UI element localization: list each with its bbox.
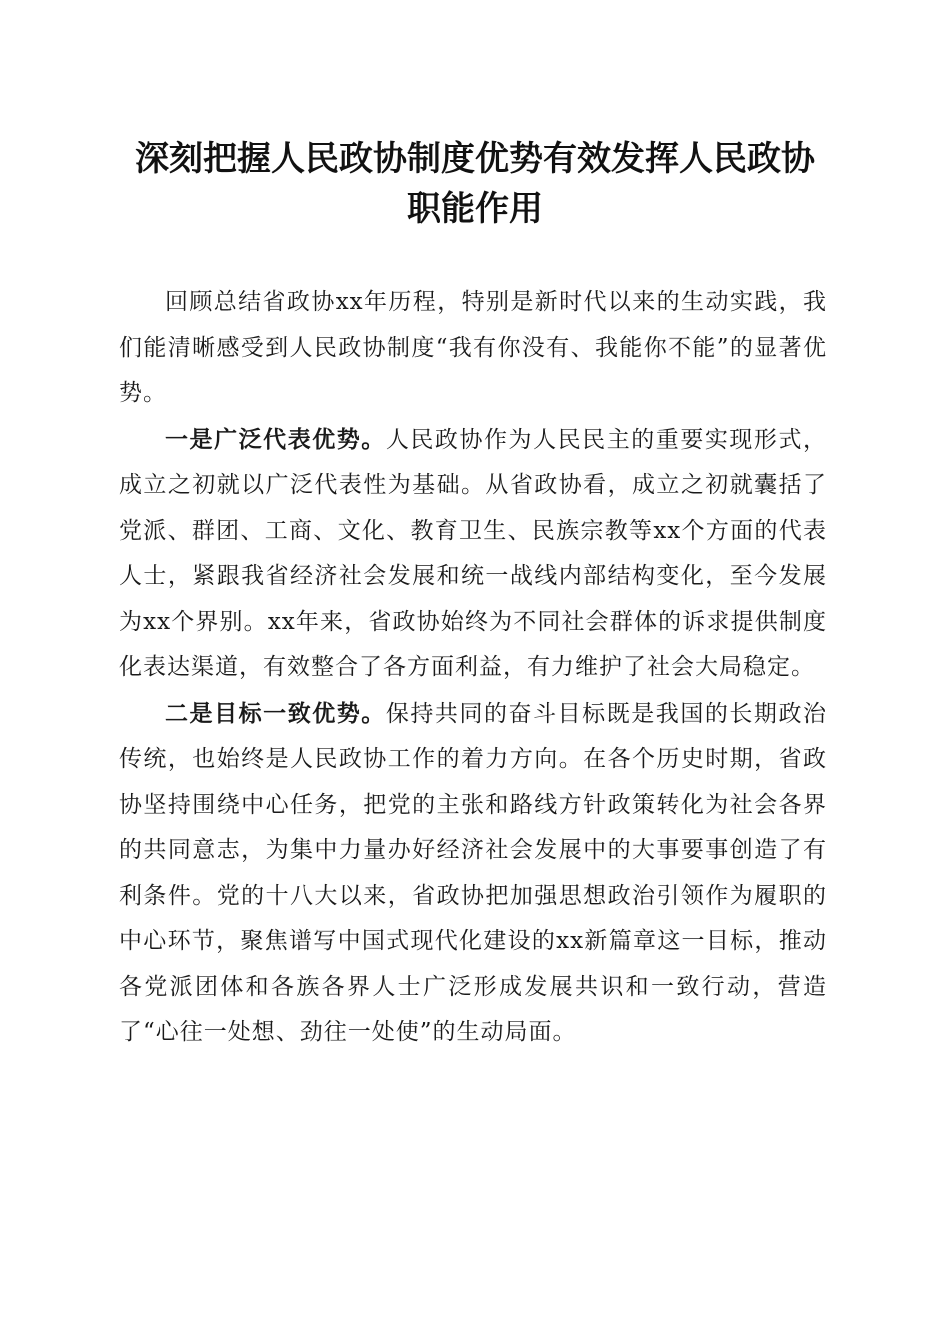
document-body <box>119 280 827 1056</box>
paragraph-text: 回顾总结省政协xx年历程，特别是新时代以来的生动实践，我们能清晰感受到人民政协制度“我有你没有、我能你不能”的显著优势。 <box>119 289 827 406</box>
paragraph-common-goal <box>119 691 827 1056</box>
title-line-1: 深刻把握人民政协制度优势有效发挥人民政协 <box>135 139 815 179</box>
paragraph-broad-representation <box>119 417 827 691</box>
paragraph-text: 保持共同的奋斗目标既是我国的长期政治传统，也始终是人民政协工作的着力方向。在各个历史时期，省政协坚持围绕中心任务，把党的主张和路线方针政策转化为社会各界的共同意志，为集中力量办好经济社会发展中的大事要事创造了有利条件。党的十八大以来，省政协把加强思想政治引领作为履职的中心环节，聚焦谱写中国式现代化建设的xx新篇章这一目标，推动各党派团体和各族各界人士广泛形成发展共识和一致行动，营造了“心往一处想、劲往一处使”的生动局面。 <box>119 700 828 1045</box>
paragraph-intro <box>119 280 827 417</box>
title-line-2: 职能作用 <box>407 189 543 229</box>
paragraph-text: 人民政协作为人民民主的重要实现形式，成立之初就以广泛代表性为基础。从省政协看，成立之初就囊括了党派、群团、工商、文化、教育卫生、民族宗教等xx个方面的代表人士，紧跟我省经济社会发展和统一战线内部结构变化，至今发展为xx个界别。xx年来，省政协始终为不同社会群体的诉求提供制度化表达渠道，有效整合了各方面利益，有力维护了社会大局稳定。 <box>119 426 828 680</box>
document-title <box>110 134 840 234</box>
paragraph-lead: 二是目标一致优势。 <box>165 699 386 727</box>
paragraph-lead: 一是广泛代表优势。 <box>165 425 386 453</box>
